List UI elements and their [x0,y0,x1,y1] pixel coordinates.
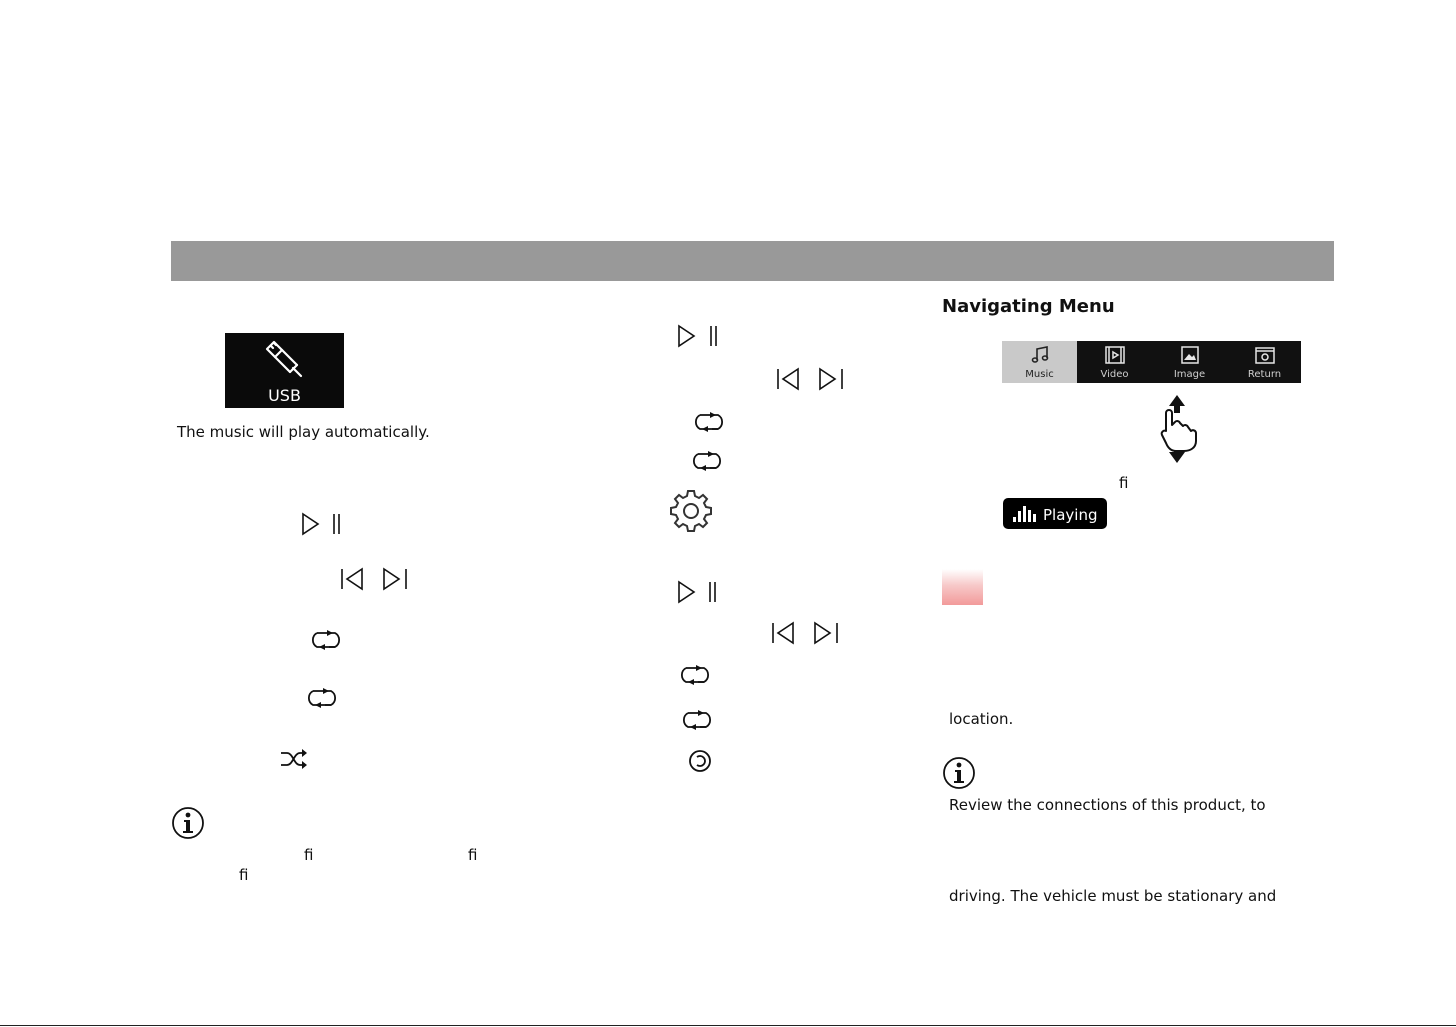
prev-next-icon [771,621,841,645]
playing-status-badge [1003,498,1107,529]
section-title: Navigating Menu [942,296,1115,317]
repeat-icon [307,629,345,651]
warning-swatch [942,569,983,605]
image-icon [1180,346,1200,364]
page-bottom-rule [0,1025,1456,1026]
gear-icon [668,486,714,532]
ligature-text: ﬁ [304,846,314,864]
repeat-icon [676,664,714,686]
info-icon [171,806,205,840]
usb-tile-label: USB [268,386,301,405]
return-icon [1255,346,1275,364]
ligature-text: ﬁ [468,846,478,864]
shuffle-icon [280,748,308,770]
location-text: location. [949,710,1014,728]
equalizer-icon [1012,505,1038,523]
media-menu-bar [1002,341,1301,383]
music-note-icon [1030,346,1050,364]
playing-label: Playing [1043,506,1098,524]
hand-swipe-vertical-icon [1138,393,1208,465]
repeat-icon [690,411,728,433]
play-pause-icon [301,512,345,536]
repeat-icon [678,709,716,731]
tab-label: Image [1173,369,1206,380]
info-icon [942,756,976,790]
ligature-text: ﬁ [1119,474,1129,492]
tab-image[interactable] [1152,341,1227,383]
prev-next-icon [340,567,410,591]
prev-next-icon [776,367,846,391]
repeat-icon [688,450,726,472]
auto-play-text: The music will play automatically. [177,423,430,441]
section-header-bar [171,241,1334,281]
driving-warning-text: driving. The vehicle must be stationary and [949,887,1277,905]
usb-source-tile[interactable] [225,333,344,408]
tab-label: Return [1247,369,1282,380]
repeat-icon [303,687,341,709]
tab-video[interactable] [1077,341,1152,383]
tab-return[interactable] [1227,341,1302,383]
ligature-text: ﬁ [239,866,249,884]
usb-icon [259,337,309,381]
play-pause-icon [677,580,721,604]
tab-music[interactable] [1002,341,1077,383]
tab-label: Music [1025,369,1054,380]
tab-label: Video [1100,369,1129,380]
power-icon [688,749,712,773]
film-icon [1105,346,1125,364]
review-connections-text: Review the connections of this product, to [949,796,1266,814]
play-pause-icon [677,324,721,348]
